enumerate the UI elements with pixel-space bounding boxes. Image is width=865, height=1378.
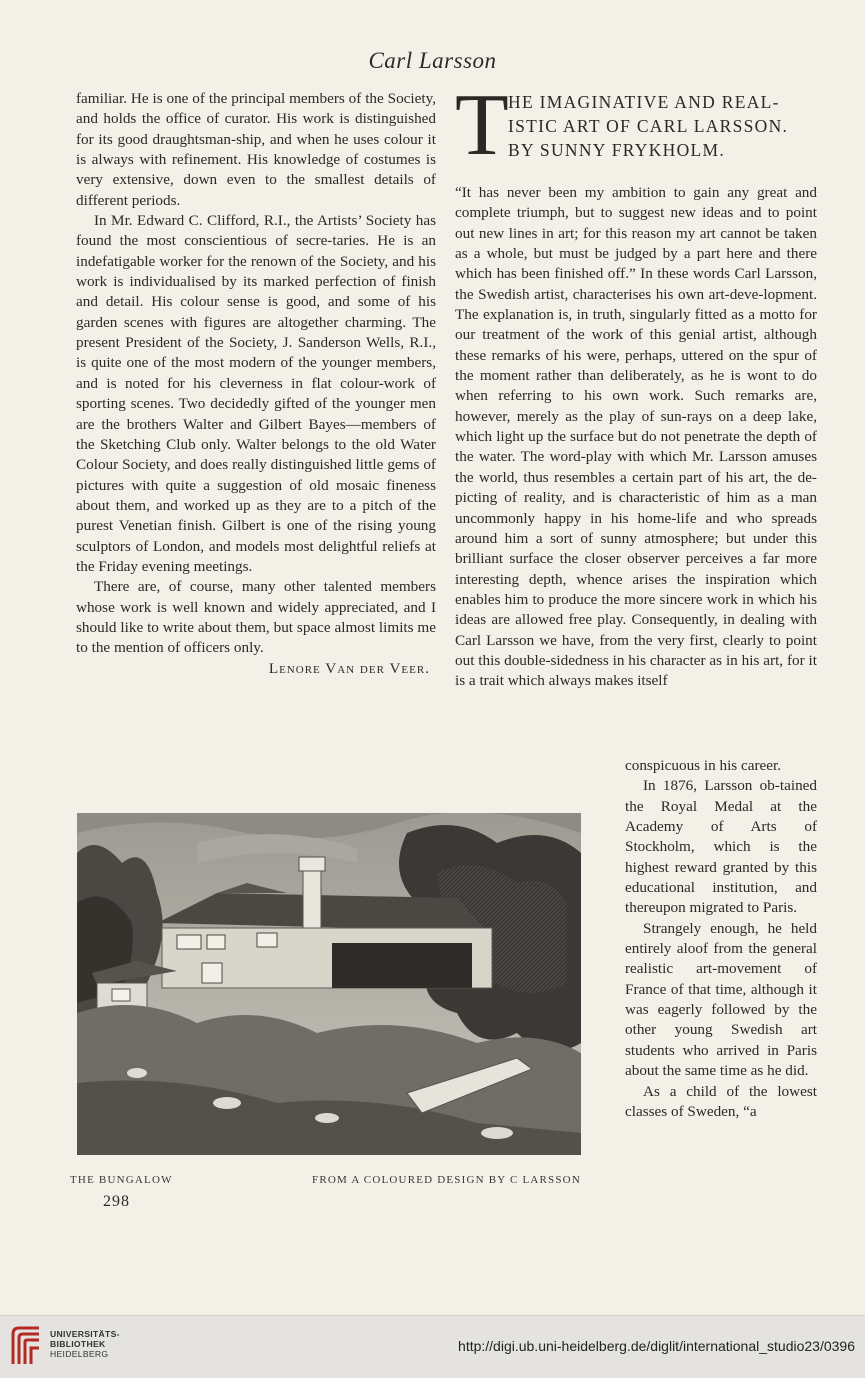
university-library-logo-icon[interactable] bbox=[9, 1324, 45, 1368]
author-signature: Lenore Van der Veer. bbox=[268, 659, 430, 677]
narrow-paragraph-1: conspicuous in his career. bbox=[625, 757, 782, 774]
heading-line-1: HE IMAGINATIVE AND REAL- bbox=[508, 92, 780, 112]
running-head: Carl Larsson bbox=[368, 48, 497, 73]
library-name-line-3: HEIDELBERG bbox=[50, 1349, 109, 1359]
illustration-caption-credit: FROM A COLOURED DESIGN BY C LARSSON bbox=[312, 1174, 581, 1186]
heading-line-3: BY SUNNY FRYKHOLM. bbox=[508, 140, 726, 160]
narrow-paragraph-3: Strangely enough, he held entirely aloof from the general realistic art-movement of France of that time, although it was eagerly followed by the other young Swedish art students who arrived in Paris about the same time as he did. bbox=[625, 919, 817, 1080]
drop-cap: T bbox=[455, 77, 509, 174]
heading-lines bbox=[508, 90, 820, 162]
left-paragraph-3: There are, of course, many other talented members whose work is well known and widely appreciated, and I should like to write about them, but space almost limits me to the mention of officers only. bbox=[76, 578, 436, 657]
library-footer bbox=[0, 1315, 865, 1378]
illustration-caption-title: THE BUNGALOW bbox=[70, 1174, 173, 1186]
right-paragraph-1: “It has never been my ambition to gain any great and complete triumph, but to suggest new ideas and to point out new lines in art; for this reason my art cannot be taken as a whole, but must be judged by a part here and there which has been finished off.” In these words Carl Larsson, the Swedish artist, characterises his own art-deve-lopment. The explanation is, in truth, singularly fitted as a motto for our treatment of the work of this genial artist, although these remarks of his were, perhaps, uttered on the spur of the moment rather than deliberately, as he is wont to do when referring to his own work. Such remarks are, however, merely as the play of sun-rays on a deep lake, which light up the surface but do not penetrate the depth of the water. The word-play with which Mr. Larsson amuses the world, thus resembles a certain part of his art, the de-picting of reality, and is characteristic of him as a man uncommonly happy in his home-life and who spreads around him a sort of sunny atmosphere; but under this brilliant surface the closer observer perceives a far more interesting depth, whence arises the inspiration which enables him to produce the more sincere work in which his ideas are allowed free play. Consequently, in dealing with Carl Larsson we have, from the very first, clearly to point out this double-sidedness in his character as in his art, for it is a trait which always makes itself bbox=[455, 184, 817, 690]
left-paragraph-2: In Mr. Edward C. Clifford, R.I., the Artists’ Society has found the most conscientious of secre-taries. He is an indefatigable worker for the renown of the Society, and his work is individualised by its marked perfection of finish and detail. His colour sense is good, and some of his garden scenes with figures are altogether charming. The present President of the Society, J. Sanderson Wells, R.I., is quite one of the most modern of the younger members, and is noted for his cleverness in flat colour-work of sporting scenes. Two decidedly gifted of the younger men are the brothers Walter and Gilbert Bayes—members of the Sketching Club only. Walter belongs to the old Water Colour Society, and does really distinguished little gems of pictures with quite a suggestion of old mosaic fineness about them, and worked up as they are to a pitch of the purest Venetian finish. Gilbert is one of the rising young sculptors of London, and models most delightful reliefs at the Friday evening meetings. bbox=[76, 212, 436, 575]
permalink-url[interactable]: http://digi.ub.uni-heidelberg.de/diglit/international_studio23/0396 bbox=[458, 1338, 855, 1354]
page-number: 298 bbox=[103, 1193, 130, 1210]
bungalow-drawing bbox=[77, 813, 581, 1155]
narrow-column bbox=[625, 756, 817, 1122]
left-column bbox=[76, 89, 436, 679]
library-name bbox=[50, 1329, 120, 1359]
bungalow-illustration bbox=[77, 813, 581, 1155]
article-heading bbox=[455, 77, 820, 174]
narrow-paragraph-4: As a child of the lowest classes of Sweden, “a bbox=[625, 1082, 817, 1120]
right-column bbox=[455, 183, 817, 692]
heading-line-2: ISTIC ART OF CARL LARSSON. bbox=[508, 116, 789, 136]
left-paragraph-1: familiar. He is one of the principal members of the Society, and holds the office of curator. His work is distinguished for its good draughtsman-ship, and when he uses colour it is always with refinement. His knowledge of costumes is very extensive, down even to the smallest details of different periods. bbox=[76, 90, 436, 209]
narrow-paragraph-2: In 1876, Larsson ob-tained the Royal Medal at the Academy of Arts of Stockholm, which is the highest reward granted by this educational institution, and thereupon migrated to Paris. bbox=[625, 777, 817, 917]
library-name-line-2: BIBLIOTHEK bbox=[50, 1339, 106, 1349]
library-name-line-1: UNIVERSITÄTS- bbox=[50, 1329, 120, 1339]
